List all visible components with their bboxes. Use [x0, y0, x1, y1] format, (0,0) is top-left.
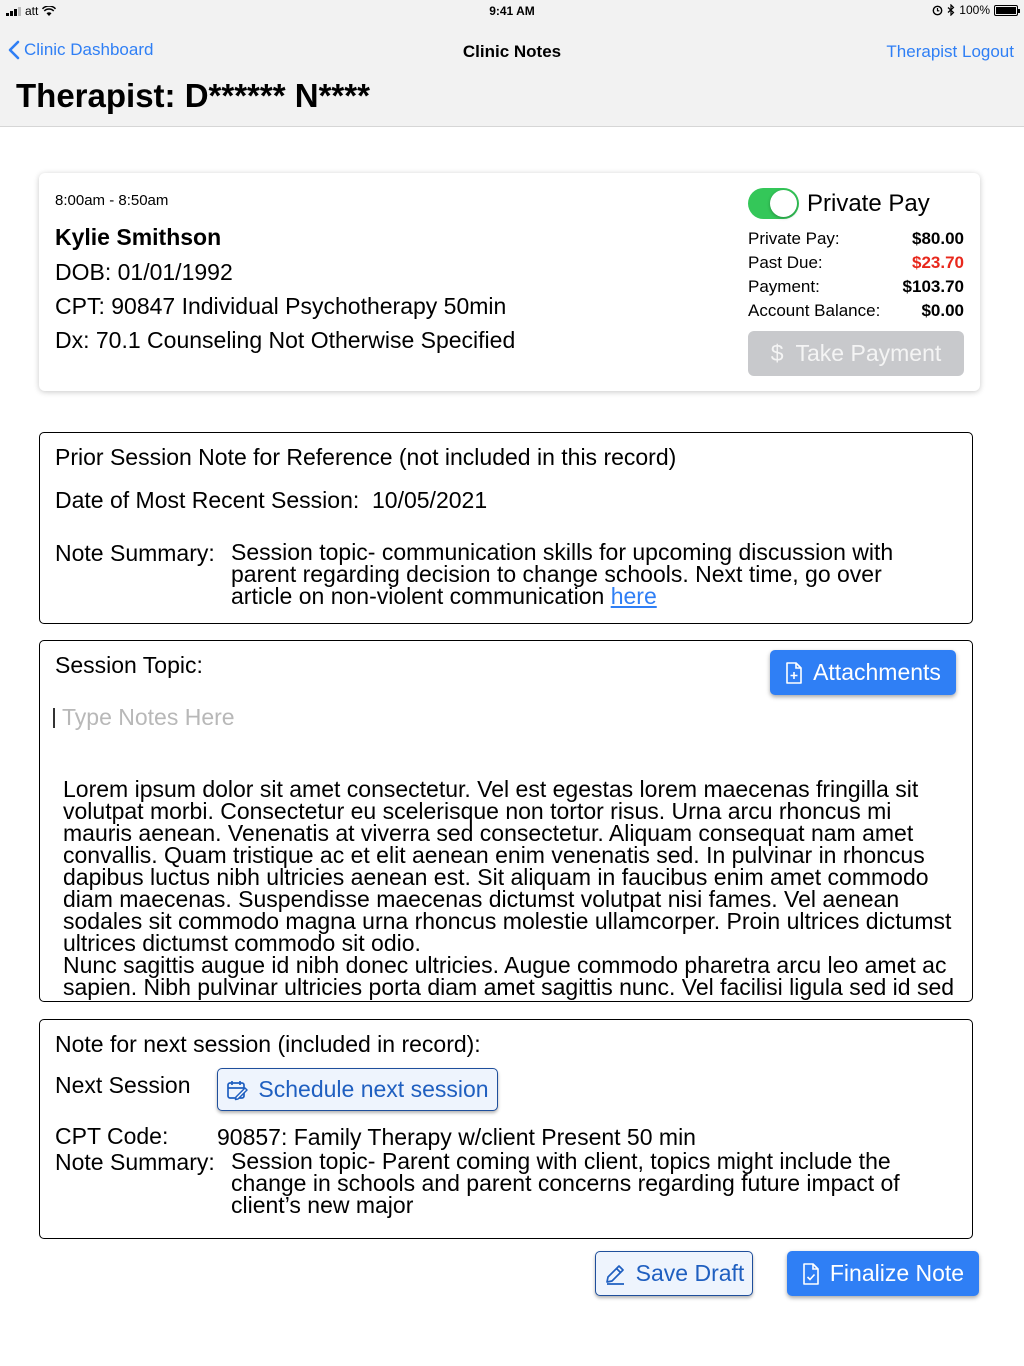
payment-label: Private Pay: — [748, 229, 840, 248]
save-draft-button[interactable] — [595, 1251, 753, 1296]
session-notes-paragraph: Nunc sagittis augue id nibh donec ultricies. Augue commodo pharetra arcu leo amet ac sapien. Nibh pulvinar ultricies porta diam amet sagittis nunc. Vel facilisi ligula sed id sed — [63, 952, 955, 1000]
toggle-knob — [770, 190, 797, 217]
payment-row-past-due — [748, 253, 964, 277]
prior-note-summary-text: Session topic- communication skills for upcoming discussion with parent regarding decision to change schools. Next time, go over article on non-violent communication — [231, 539, 894, 609]
client-dob: DOB: 01/01/1992 — [55, 259, 233, 285]
cpt-code-value: 90857: Family Therapy w/client Present 50 min — [217, 1124, 696, 1150]
payment-row-payment — [748, 277, 964, 301]
past-due-value: $23.70 — [912, 253, 964, 272]
payment-value: $80.00 — [912, 229, 964, 248]
finalize-note-label: Finalize Note — [829, 1260, 965, 1286]
attachments-label: Attachments — [813, 659, 941, 685]
document-add-icon — [785, 662, 803, 684]
article-link[interactable]: here — [610, 583, 657, 609]
pencil-icon — [604, 1263, 626, 1285]
save-draft-label: Save Draft — [635, 1260, 745, 1286]
payment-value: $103.70 — [902, 277, 964, 296]
page-title: Clinic Notes — [462, 42, 562, 61]
navigation-bar — [0, 22, 1024, 127]
bluetooth-icon — [947, 4, 955, 16]
logout-button[interactable]: Therapist Logout — [886, 42, 1014, 61]
next-note-summary: Session topic- Parent coming with client, topics might include the change in schools and parent concerns regarding future impact of client’s new major — [231, 1148, 900, 1218]
payment-label: Account Balance: — [748, 301, 881, 320]
carrier-label: att — [25, 4, 39, 18]
status-bar — [0, 0, 1024, 22]
payment-row-account-balance — [748, 301, 964, 325]
prior-session-note — [39, 432, 973, 624]
prior-note-summary — [231, 541, 931, 607]
next-session-heading: Note for next session (included in record): — [55, 1031, 481, 1057]
document-check-icon — [802, 1263, 820, 1285]
client-cpt: CPT: 90847 Individual Psychotherapy 50min — [55, 293, 507, 319]
session-topic-section — [39, 640, 973, 1002]
schedule-next-session-label: Schedule next session — [258, 1076, 489, 1102]
next-session-section — [39, 1019, 973, 1239]
battery-percent: 100% — [959, 3, 990, 17]
recent-session-date-value: 10/05/2021 — [372, 487, 488, 513]
take-payment-label: Take Payment — [795, 340, 942, 366]
payment-label: Past Due: — [748, 253, 823, 272]
finalize-note-button[interactable] — [787, 1251, 979, 1296]
recent-session-date-label: Date of Most Recent Session: — [55, 487, 360, 513]
dollar-icon: $ — [770, 340, 784, 366]
client-name: Kylie Smithson — [55, 224, 222, 250]
note-summary-label: Note Summary: — [55, 540, 215, 566]
calendar-edit-icon — [226, 1079, 248, 1101]
payment-value: $0.00 — [921, 301, 964, 320]
private-pay-toggle-label: Private Pay — [807, 190, 930, 217]
next-note-summary-label: Note Summary: — [55, 1149, 215, 1175]
text-cursor — [53, 708, 55, 728]
private-pay-toggle[interactable] — [748, 188, 799, 219]
status-time: 9:41 AM — [489, 4, 535, 18]
take-payment-button[interactable] — [748, 331, 964, 376]
cpt-code-label: CPT Code: — [55, 1123, 169, 1149]
next-session-label: Next Session — [55, 1072, 191, 1098]
appointment-time: 8:00am - 8:50am — [55, 192, 169, 209]
payment-label: Payment: — [748, 277, 820, 296]
appointment-card — [39, 173, 980, 391]
payment-row-private-pay — [748, 229, 964, 253]
client-diagnosis: Dx: 70.1 Counseling Not Otherwise Specified — [55, 327, 516, 353]
prior-note-heading: Prior Session Note for Reference (not included in this record) — [55, 444, 677, 470]
payment-summary — [748, 229, 964, 325]
status-right — [932, 3, 1018, 17]
alarm-icon — [932, 5, 943, 16]
therapist-heading: Therapist: D****** N**** — [16, 77, 370, 114]
session-topic-label: Session Topic: — [55, 652, 203, 678]
battery-icon — [994, 5, 1018, 16]
session-notes-paragraph: Lorem ipsum dolor sit amet consectetur. Vel est egestas lorem maecenas fringilla sit volutpat morbi. Consectetur eu scelerisque non tortor risus. Urna arcu rhoncus mi mauris aenean. Venenatis at viverra sed consectetur. Aliquam consequat nam amet convallis. Quam tristique ac et elit aenean enim venenatis sed. In pulvinar in rhoncus dapibus luctus nibh ultricies aenean est. Sit aliquam in faucibus enim amet commodo diam maecenas. Suspendisse maecenas dictumst volutpat nisi fames. Vel aenean sodales sit commodo magna urna rhoncus molestie ullamcorper. Proin ultrices dictumst ultrices dictumst commodo sit odio. — [63, 776, 952, 956]
session-notes-body[interactable] — [63, 778, 961, 998]
session-notes-input[interactable]: Type Notes Here — [62, 704, 235, 730]
schedule-next-session-button[interactable] — [217, 1068, 498, 1111]
attachments-button[interactable] — [770, 650, 956, 695]
back-label: Clinic Dashboard — [24, 40, 154, 59]
